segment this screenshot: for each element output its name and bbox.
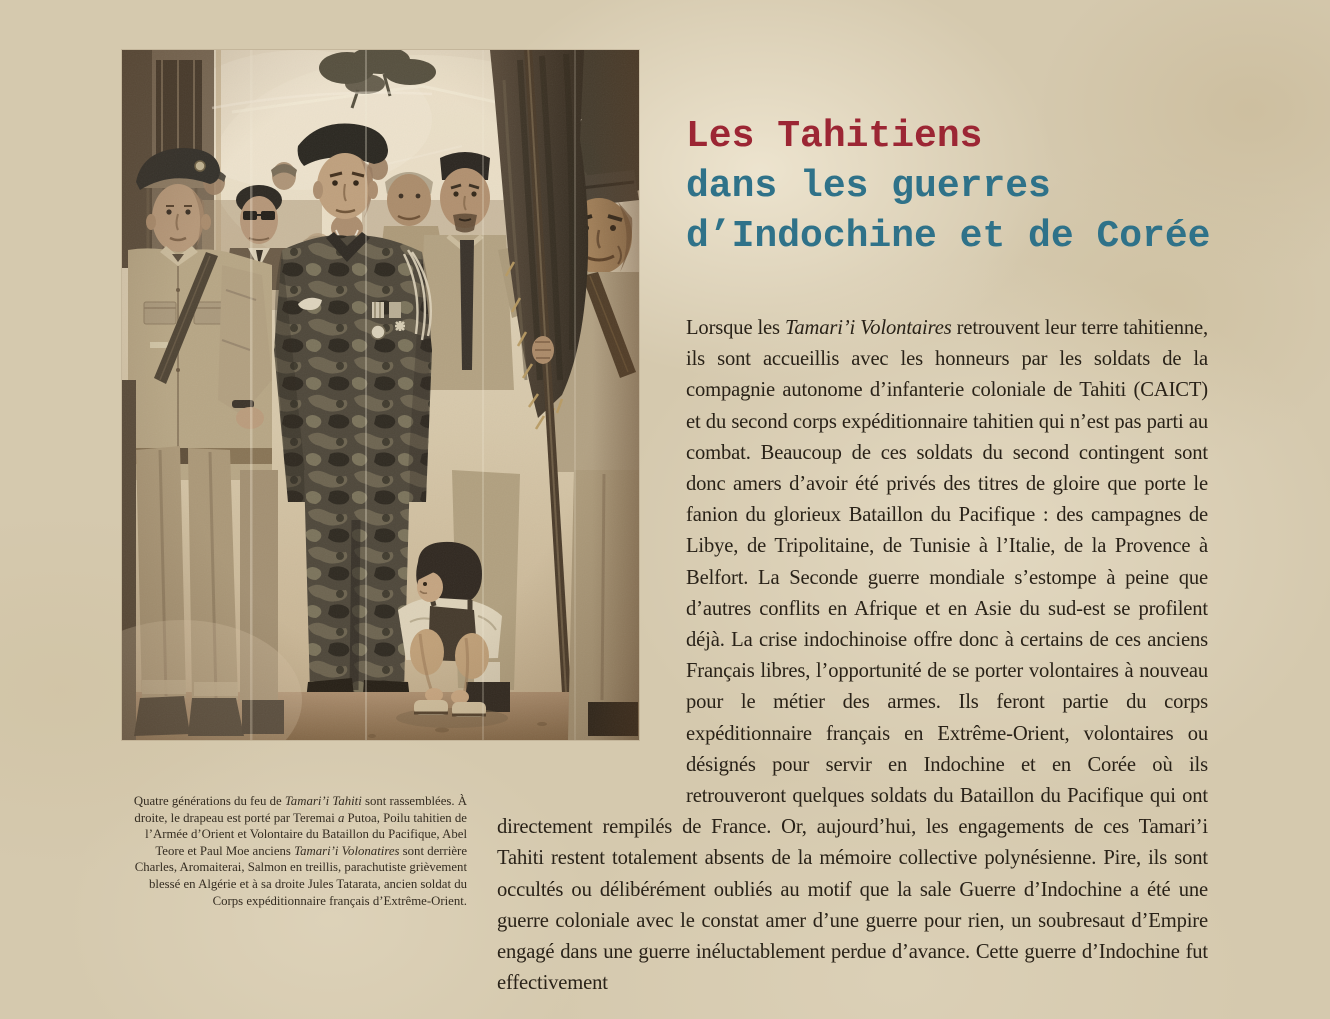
article-text: Lorsque les Tamari’i Volontaires retrouvent leur terre tahitienne, ils sont accueillis avec les honneurs par les soldats de la compagnie autonome d’infanterie coloniale de Tahiti (CAICT) et du second corps expéditionnaire tahitien qui n’est pas parti au combat. Beaucoup de ces soldats du second contingent sont donc amers d’avoir été privés des titres de gloire que porte le fanion du glorieux Bataillon du Pacifique : des campagnes de Libye, de Tripolitaine, de Tunisie à l’Italie, de la Provence à Belfort. La Seconde guerre mondiale s’estompe à peine que d’autres conflits en Afrique et en Asie du sud-est se profilent déjà. La crise indochinoise offre donc à certains de ces anciens Français libres, l’opportunité de se porter volontaires à nouveau pour le métier des armes. Ils feront partie du corps expéditionnaire français en Extrême-Orient, volontaires ou désignés pour servir en Indochine et en Corée où ils retrouveront quelques soldats du Bataillon du Pacifique qui ont directement rempilés de France. Or, aujourd’hui, les engagements de ces Tamari’i Tahiti restent totalement absents de la mémoire collective polynésienne. Pire, ils sont occultés ou délibérément oubliés au motif que la sale Guerre d’Indochine a été une guerre coloniale avec le constat amer d’une guerre pour rien, un soubresaut d’Empire engagé dans une guerre inéluctablement perdue d’avance. Cette guerre d’Indochine fut effectivement (497, 317, 1208, 995)
photo-caption: Quatre générations du feu de Tamari’i Tahiti sont rassemblées. À droite, le drapeau est porté par Teremai a Putoa, Poilu tahitien de l’Armée d’Orient et Volontaire du Bataillon du Pacifique, Abel Teore et Paul Moe anciens Tamari’i Volonatires sont derrière Charles, Aromaiterai, Salmon en treillis, parachutiste grièvement blessé en Algérie et à sa droite Jules Tatarata, ancien soldat du Corps expéditionnaire français d’Extrême-Orient. (133, 794, 467, 908)
photo-overlays (122, 50, 639, 740)
title-line-1: Les Tahitiens (686, 115, 983, 158)
tahitian-veterans-photo (122, 50, 639, 740)
group-photo (122, 50, 639, 740)
article (122, 50, 1211, 1019)
title-line-3: d’Indochine et de Corée (686, 215, 1211, 258)
title-line-2: dans les guerres (686, 165, 1051, 208)
